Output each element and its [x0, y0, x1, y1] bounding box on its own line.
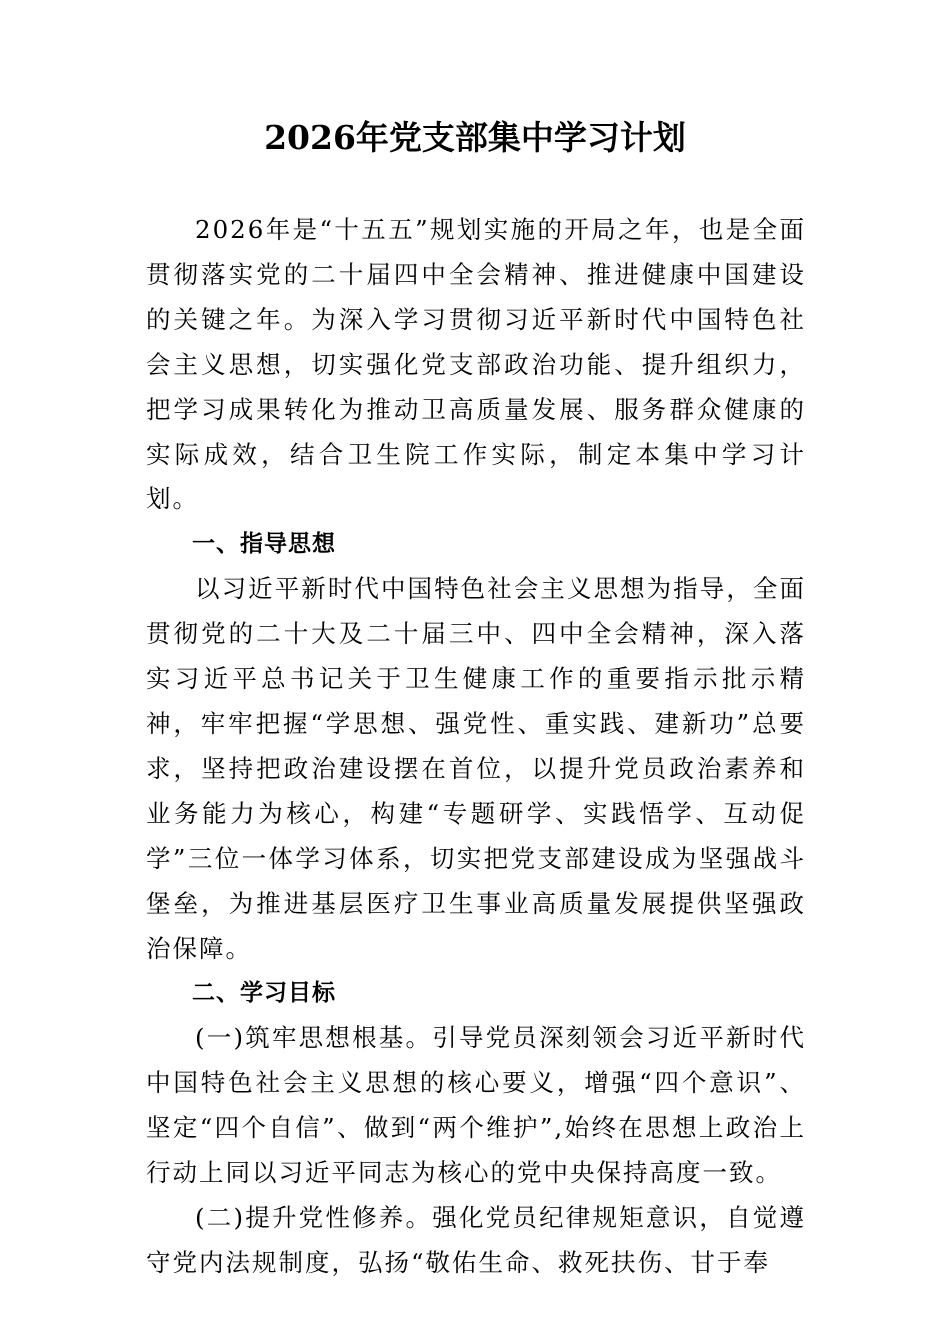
section-heading-guiding-ideology: 一、指导思想 [192, 531, 336, 558]
guiding-ideology-paragraph: 以习近平新时代中国特色社会主义思想为指导，全面贯彻党的二十大及二十届三中、四中全会精神，深入落实习近平总书记关于卫生健康工作的重要指示批示精神，牢牢把握“学思想、强党性、重实践、建新功”总要求，坚持把政治建设摆在首位，以提升党员政治素养和业务能力为核心，构建“专题研学、实践悟学、互动促学”三位一体学习体系，切实把党支部建设成为坚强战斗堡垒，为推进基层医疗卫生事业高质量发展提供坚强政治保障。 [146, 574, 806, 963]
document-title: 2026年党支部集中学习计划 [264, 118, 686, 157]
learning-goal-item-1: (一)筑牢思想根基。引导党员深刻领会习近平新时代中国特色社会主义思想的核心要义，增强“四个意识”、坚定“四个自信”、做到“两个维护”,始终在思想上政治上行动上同以习近平同志为核心的党中央保持高度一致。 [146, 1023, 806, 1188]
learning-goal-item-2: (二)提升党性修养。强化党员纪律规矩意识，自觉遵守党内法规制度，弘扬“敬佑生命、救死扶伤、甘于奉 [146, 1202, 806, 1277]
document-body [146, 208, 806, 1286]
section-heading-learning-goals: 二、学习目标 [192, 980, 336, 1007]
intro-paragraph: 2026年是“十五五”规划实施的开局之年，也是全面贯彻落实党的二十届四中全会精神、推进健康中国建设的关键之年。为深入学习贯彻习近平新时代中国特色社会主义思想，切实强化党支部政治功能、提升组织力，把学习成果转化为推动卫高质量发展、服务群众健康的实际成效，结合卫生院工作实际，制定本集中学习计划。 [146, 215, 806, 514]
